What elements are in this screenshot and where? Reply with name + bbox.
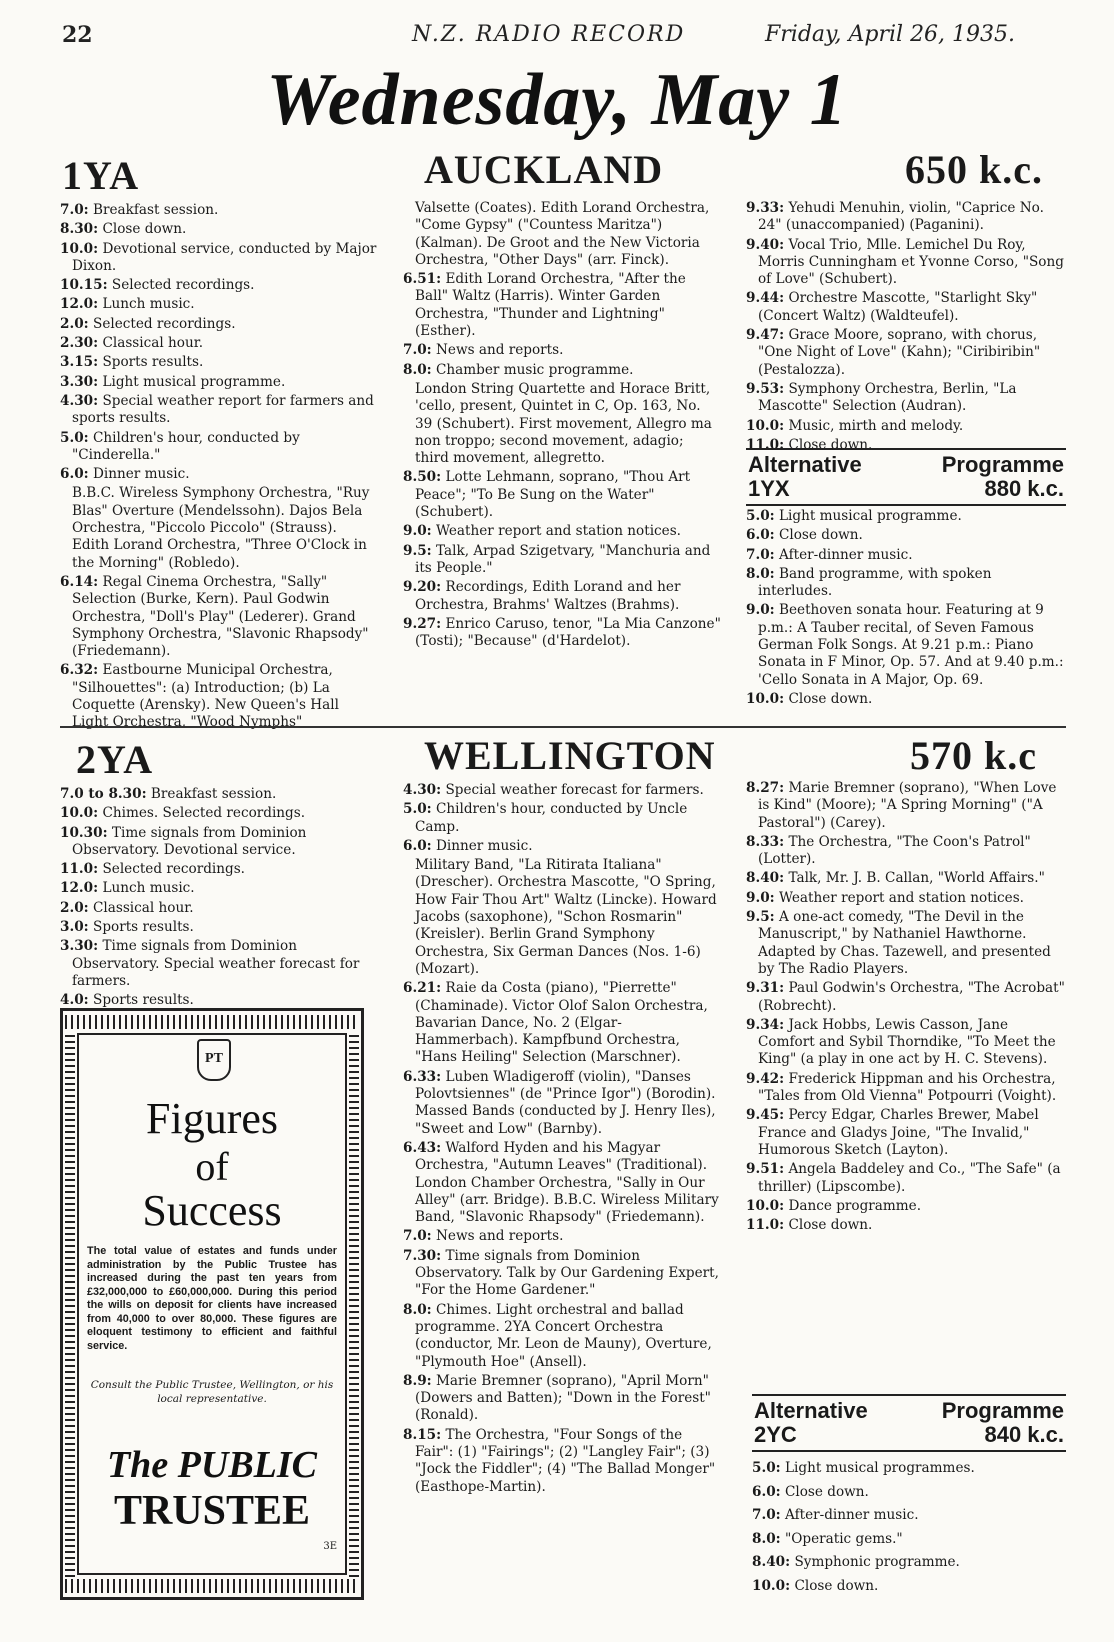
entry-text: Time signals from Dominion Observatory. Special weather forecast for farmers.	[72, 938, 360, 989]
entry-text: Band programme, with spoken interludes.	[758, 565, 992, 600]
programme-entry	[403, 838, 721, 855]
entry-text: Dance programme.	[788, 1197, 922, 1214]
entry-time: 8.0:	[403, 1301, 432, 1318]
programme-entry	[752, 1482, 1066, 1504]
entry-text: Children's hour, conducted by Uncle Camp.	[415, 801, 688, 835]
programme-entry	[60, 805, 378, 822]
programme-entry	[60, 430, 378, 465]
entry-text: Close down.	[788, 436, 873, 453]
programme-entry	[746, 1198, 1066, 1215]
entry-time: 8.0:	[752, 1530, 781, 1547]
city-auckland: AUCKLAND	[424, 147, 664, 192]
programme-entry	[746, 290, 1066, 325]
programme-entry	[60, 393, 378, 428]
entry-text: Special weather forecast for farmers.	[445, 782, 704, 798]
entry-time: 6.33:	[403, 1068, 442, 1085]
entry-time: 12.0:	[60, 296, 99, 313]
alt-programme-2yc	[752, 1394, 1066, 1452]
alt-label: Alternative	[748, 452, 862, 477]
ad-border-bottom	[65, 1579, 359, 1593]
entry-text: After-dinner music.	[779, 546, 913, 563]
entry-time: 7.0 to 8.30:	[60, 786, 147, 802]
entry-text: Yehudi Menuhin, violin, "Caprice No. 24" (unaccompanied) (Paganini).	[758, 200, 1044, 234]
entry-text: Orchestre Mascotte, "Starlight Sky" (Concert Waltz) (Waldteufel).	[758, 290, 1038, 324]
entry-text: Sports results.	[93, 992, 194, 1009]
programme-entry	[403, 362, 721, 379]
entry-time: 12.0:	[60, 880, 99, 897]
ad-code: 3E	[323, 1541, 337, 1552]
entry-time: 6.0:	[752, 1483, 781, 1500]
entry-text: Chimes. Selected recordings.	[102, 805, 306, 822]
programme-entry	[403, 1069, 721, 1138]
entry-time: 8.27:	[746, 780, 785, 796]
entry-time: 4.30:	[60, 392, 99, 409]
entry-text: Chamber music programme.	[436, 361, 634, 378]
issue-date: Friday, April 26, 1935.	[765, 22, 1016, 47]
alt-prog: Programme	[941, 1398, 1064, 1423]
entry-text: B.B.C. Wireless Symphony Orchestra, "Ruy Blas" Overture (Mendelssohn). Dajos Bela Orchestra, "Piccolo Piccolo" (Strauss). Edith Lorand Orchestra, "Three O'Clock in the Morning" (Robledo).	[72, 485, 370, 571]
ad-border-top	[65, 1015, 359, 1029]
entry-time: 7.0:	[403, 1228, 432, 1245]
alt-programme-1yx	[746, 448, 1066, 506]
ad-heading-success: Success	[142, 1186, 282, 1235]
programme-entry	[60, 221, 378, 238]
entry-time: 5.0:	[746, 508, 775, 524]
entry-time: 7.0:	[60, 202, 89, 218]
entry-time: 7.0:	[403, 342, 432, 359]
entry-text: Enrico Caruso, tenor, "La Mia Canzone" (Tosti); "Because" (d'Hardelot).	[415, 615, 721, 650]
programme-entry	[746, 602, 1066, 688]
entry-time: 7.30:	[403, 1247, 442, 1264]
entry-time: 4.30:	[403, 782, 442, 798]
programme-entry	[60, 374, 378, 391]
public-trustee-advert	[60, 1008, 364, 1600]
entry-text: Angela Baddeley and Co., "The Safe" (a thriller) (Lipscombe).	[758, 1161, 1061, 1195]
programme-entry	[403, 782, 721, 799]
entry-time: 7.0:	[746, 546, 775, 563]
entry-time: 6.21:	[403, 980, 442, 997]
programme-entry	[403, 523, 721, 540]
entry-text: Military Band, "La Ritirata Italiana" (Drescher). Orchestra Mascotte, "O Spring, How Fair Thou Art" Waltz (Lincke). Howard Jacobs (saxophone), "Schon Rosmarin" (Kreisler). Berlin Grand Symphony Orchestra, Six German Dances (Nos. 1-6) (Mozart).	[415, 857, 717, 977]
programme-entry	[403, 801, 721, 836]
entry-time: 8.0:	[403, 361, 432, 378]
programme-entry	[746, 381, 1066, 416]
auckland-column-3	[746, 200, 1066, 456]
entry-text: Selected recordings.	[102, 861, 246, 878]
entry-text: Light musical programme.	[779, 508, 962, 524]
programme-entry	[60, 316, 378, 333]
programme-entry	[403, 342, 721, 359]
entry-time: 6.51:	[403, 271, 442, 288]
entry-text: Talk, Arpad Szigetvary, "Manchuria and its People."	[415, 542, 711, 576]
programme-entry	[746, 890, 1066, 907]
programme-entry	[746, 834, 1066, 869]
entry-text: Edith Lorand Orchestra, "After the Ball" Waltz (Harris). Winter Garden Orchestra, "Thunder and Lightning" (Esther).	[415, 271, 686, 340]
entry-text: Talk, Mr. J. B. Callan, "World Affairs."	[788, 870, 1045, 887]
entry-time: 6.43:	[403, 1139, 442, 1156]
entry-time: 10.30:	[60, 824, 108, 841]
ad-heading-of: of	[195, 1144, 229, 1189]
programme-entry	[746, 980, 1066, 1015]
entry-time: 9.45:	[746, 1107, 785, 1124]
programme-entry	[60, 662, 378, 731]
programme-entry	[746, 200, 1066, 235]
programme-entry	[403, 1427, 721, 1496]
entry-time: 9.5:	[746, 909, 775, 926]
entry-text: Devotional service, conducted by Major Dixon.	[72, 240, 377, 274]
programme-entry	[746, 418, 1066, 435]
programme-entry	[746, 566, 1066, 601]
entry-text: The Orchestra, "Four Songs of the Fair": (1) "Fairings"; (2) "Langley Fair"; (3) "Jock the Fiddler"; (4) "The Ballad Monger" (Easthope-Martin).	[415, 1426, 716, 1495]
entry-text: Jack Hobbs, Lewis Casson, Jane Comfort and Sybil Thorndike, "To Meet the King" (a play in one act by H. C. Stevens).	[758, 1016, 1056, 1068]
entry-time: 9.34:	[746, 1016, 785, 1033]
programme-entry	[403, 980, 721, 1066]
section-divider	[60, 726, 1066, 728]
entry-time: 3.30:	[60, 938, 99, 955]
programme-entry	[60, 919, 378, 936]
programme-entry	[60, 202, 378, 219]
entry-text: Light musical programmes.	[785, 1460, 975, 1476]
entry-text: Luben Wladigeroff (violin), "Danses Polovtsiennes" (de "Prince Igor") (Borodin). Massed Bands (conducted by J. Henry Iles), "Sweet and Low" (Barnby).	[415, 1068, 716, 1137]
ad-consult-text: Consult the Public Trustee, Wellington, or his local representative.	[90, 1379, 334, 1405]
entry-text: Music, mirth and melody.	[788, 417, 964, 434]
programme-entry	[60, 900, 378, 917]
entry-time: 6.0:	[403, 837, 432, 854]
programme-entry	[746, 691, 1066, 708]
entry-time: 10.0:	[746, 690, 785, 707]
entry-time: 3.0:	[60, 919, 89, 936]
entry-time: 9.31:	[746, 980, 785, 997]
programme-entry	[60, 574, 378, 660]
entry-time: 3.30:	[60, 373, 99, 390]
entry-text: Close down.	[788, 690, 873, 707]
entry-time: 6.32:	[60, 662, 99, 679]
programme-entry	[752, 1552, 1066, 1574]
entry-text: Symphonic programme.	[794, 1554, 960, 1570]
public-trustee-logo-icon: PT	[197, 1039, 231, 1081]
entry-time: 8.50:	[403, 469, 442, 486]
entry-time: 9.0:	[746, 602, 775, 619]
entry-text: "Operatic gems."	[785, 1530, 903, 1547]
entry-text: Raie da Costa (piano), "Pierrette" (Chaminade). Victor Olof Salon Orchestra, Bavarian Dance, No. 2 (Elgar-Hammerbach). Kampfbund Orchestra, "Hans Heiling" Selection (Marschner).	[415, 980, 708, 1066]
programme-entry	[752, 1529, 1066, 1551]
programme-entry	[60, 938, 378, 990]
alt-prog: Programme	[941, 452, 1064, 477]
entry-time: 8.0:	[746, 565, 775, 582]
entry-time: 2.30:	[60, 335, 99, 352]
programme-entry	[746, 508, 1066, 525]
programme-entry	[403, 200, 721, 269]
entry-time: 11.0:	[746, 436, 785, 453]
entry-time: 8.40:	[752, 1554, 791, 1570]
wellington-column-1	[60, 786, 378, 1012]
entry-time: 9.20:	[403, 579, 442, 596]
alt-call: 2YC	[754, 1422, 797, 1447]
entry-time: 10.15:	[60, 277, 108, 294]
ad-heading-figures: Figures	[146, 1094, 278, 1143]
entry-text: Close down.	[779, 527, 863, 544]
entry-time: 10.0:	[746, 1197, 785, 1214]
entry-text: Close down.	[102, 221, 187, 238]
freq-570: 570 k.c	[910, 733, 1037, 778]
alt-call: 1YX	[748, 476, 790, 501]
entry-time: 10.0:	[746, 417, 785, 434]
auckland-column-2	[403, 200, 721, 652]
entry-time: 8.30:	[60, 221, 99, 238]
programme-entry	[746, 870, 1066, 887]
programme-entry	[752, 1576, 1066, 1598]
entry-text: Weather report and station notices.	[779, 889, 1025, 906]
entry-text: Vocal Trio, Mlle. Lemichel Du Roy, Morris Cunningham et Yvonne Corso, "Song of Love" (Schubert).	[758, 236, 1064, 288]
wellington-column-3	[746, 780, 1066, 1236]
programme-entry	[403, 1248, 721, 1300]
entry-text: Lotte Lehmann, soprano, "Thou Art Peace"; "To Be Sung on the Water" (Schubert).	[415, 469, 691, 521]
entry-time: 2.0:	[60, 315, 89, 332]
programme-entry	[746, 780, 1066, 832]
entry-text: Close down.	[794, 1577, 879, 1594]
programme-entry	[60, 466, 378, 483]
programme-entry	[746, 527, 1066, 544]
ad-frame	[77, 1033, 347, 1575]
alt-1yx-list	[746, 508, 1066, 710]
entry-text: Chimes. Light orchestral and ballad programme. 2YA Concert Orchestra (conductor, Mr. Leon de Mauny), Overture, "Plymouth Hoe" (Ansell).	[415, 1301, 712, 1370]
entry-text: Beethoven sonata hour. Featuring at 9 p.m.: A Tauber recital, of Seven Famous German Folk Songs. At 9.21 p.m.: Piano Sonata in F Minor, Op. 57. And at 9.40 p.m.: 'Cello Sonata in A Major, Op. 69.	[758, 602, 1064, 688]
ad-body-text: The total value of estates and funds under administration by the Public Trustee has increased during the past ten years from £32,000,000 to £60,000,000. During this period the wills on deposit for clients have increased from 40,000 to over 80,000. These figures are eloquent testimony to efficient and faithful service.	[87, 1245, 337, 1352]
alt-2yc-list	[752, 1458, 1066, 1599]
programme-entry	[403, 1228, 721, 1245]
entry-time: 3.15:	[60, 354, 99, 371]
programme-entry	[60, 880, 378, 897]
entry-time: 5.0:	[60, 429, 89, 446]
entry-text: Percy Edgar, Charles Brewer, Mabel France and Gladys Joine, "The Invalid," Humorous Sketch (Layton).	[758, 1107, 1039, 1158]
programme-entry	[746, 1107, 1066, 1159]
entry-text: Time signals from Dominion Observatory. Devotional service.	[72, 824, 307, 858]
ad-border-left	[65, 1031, 75, 1577]
entry-text: Walford Hyden and his Magyar Orchestra, "Autumn Leaves" (Traditional). London Chamber Orchestra, "Sally in Our Alley" (arr. Bridge). B.B.C. Wireless Military Band, "Slavonic Rhapsody" (Friedemann).	[415, 1139, 719, 1226]
programme-entry	[403, 579, 721, 614]
programme-entry	[746, 1161, 1066, 1196]
entry-text: Dinner music.	[93, 466, 190, 483]
entry-time: 5.0:	[752, 1460, 781, 1476]
entry-text: Sports results.	[93, 919, 194, 936]
programme-entry	[60, 485, 378, 571]
entry-text: Frederick Hippman and his Orchestra, "Tales from Old Vienna" Potpourri (Voight).	[758, 1070, 1057, 1105]
entry-text: Dinner music.	[436, 837, 533, 854]
entry-text: Light musical programme.	[102, 373, 286, 390]
entry-time: 10.0:	[752, 1577, 791, 1594]
entry-time: 9.0:	[746, 889, 775, 906]
entry-text: News and reports.	[436, 1228, 564, 1245]
entry-text: News and reports.	[436, 342, 564, 359]
entry-time: 9.44:	[746, 290, 785, 307]
entry-time: 9.33:	[746, 200, 785, 216]
entry-text: Close down.	[788, 1217, 873, 1234]
entry-text: Classical hour.	[102, 335, 204, 352]
entry-text: The Orchestra, "The Coon's Patrol" (Lotter).	[758, 833, 1031, 868]
entry-time: 8.15:	[403, 1426, 442, 1443]
entry-text: Breakfast session.	[150, 786, 277, 802]
entry-time: 9.53:	[746, 380, 785, 397]
entry-text: Recordings, Edith Lorand and her Orchestra, Brahms' Waltzes (Brahms).	[415, 579, 681, 613]
wellington-column-2	[403, 782, 721, 1498]
programme-entry	[403, 1140, 721, 1226]
entry-text: Lunch music.	[102, 880, 195, 897]
station-call-2ya: 2YA	[76, 737, 154, 782]
entry-time: 10.0:	[60, 805, 99, 822]
programme-entry	[746, 1217, 1066, 1234]
programme-entry	[60, 861, 378, 878]
ad-brand-public: The PUBLIC	[106, 1444, 318, 1486]
entry-time: 6.14:	[60, 573, 99, 590]
entry-time: 11.0:	[746, 1217, 785, 1234]
programme-entry	[752, 1458, 1066, 1480]
alt-label: Alternative	[754, 1398, 868, 1423]
entry-time: 6.0:	[60, 466, 89, 483]
ad-border-right	[349, 1031, 359, 1577]
entry-time: 6.0:	[746, 527, 775, 544]
entry-text: Weather report and station notices.	[436, 523, 682, 540]
entry-text: Selected recordings.	[93, 315, 236, 332]
page-title: Wednesday, May 1	[266, 59, 848, 141]
programme-entry	[746, 1071, 1066, 1106]
entry-text: A one-act comedy, "The Devil in the Manuscript," by Nathaniel Hawthorne. Adapted by Chas. Tazewell, and presented by The Radio Players.	[758, 909, 1051, 977]
entry-text: Children's hour, conducted by "Cinderella."	[72, 429, 300, 463]
programme-entry	[403, 1373, 721, 1425]
entry-text: Regal Cinema Orchestra, "Sally" Selection (Burke, Kern). Paul Godwin Orchestra, "Doll's Play" (Lederer). Grand Symphony Orchestra, "Slavonic Rhapsody" (Friedemann).	[72, 573, 369, 660]
entry-text: Close down.	[785, 1483, 869, 1500]
entry-time: 9.0:	[403, 523, 432, 540]
programme-entry	[746, 1017, 1066, 1069]
programme-entry	[403, 616, 721, 651]
entry-time: 8.40:	[746, 870, 785, 887]
programme-entry	[60, 335, 378, 352]
entry-time: 9.40:	[746, 236, 785, 253]
freq-650: 650 k.c.	[905, 147, 1043, 192]
entry-text: Grace Moore, soprano, with chorus, "One Night of Love" (Kahn); "Ciribiribin" (Pestalozza).	[758, 327, 1041, 378]
entry-text: Selected recordings.	[111, 277, 255, 294]
city-wellington: WELLINGTON	[424, 733, 716, 778]
programme-entry	[752, 1505, 1066, 1527]
entry-text: Sports results.	[102, 354, 204, 371]
programme-entry	[746, 547, 1066, 564]
publication-name: N.Z. RADIO RECORD	[412, 22, 686, 47]
entry-time: 10.0:	[60, 240, 99, 257]
alt-freq: 880 k.c.	[984, 476, 1064, 501]
programme-entry	[60, 786, 378, 803]
entry-text: Special weather report for farmers and sports results.	[72, 392, 374, 427]
entry-text: Marie Bremner (soprano), "April Morn" (Dowers and Batten); "Down in the Forest" (Ronald).	[415, 1372, 711, 1424]
programme-entry	[746, 327, 1066, 379]
entry-text: Paul Godwin's Orchestra, "The Acrobat" (Robrecht).	[758, 980, 1065, 1014]
page-number: 22	[62, 22, 93, 48]
entry-time: 9.51:	[746, 1161, 785, 1178]
entry-text: After-dinner music.	[785, 1507, 919, 1523]
entry-text: Eastbourne Municipal Orchestra, "Silhouettes": (a) Introduction; (b) La Coquette (Arensky). New Queen's Hall Light Orchestra, "Wood Nymphs"	[72, 662, 339, 731]
programme-entry	[60, 992, 378, 1009]
entry-time: 2.0:	[60, 899, 89, 916]
entry-text: Classical hour.	[93, 899, 194, 916]
programme-entry	[60, 277, 378, 294]
entry-text: Marie Bremner (soprano), "When Love is Kind" (Moore); "A Spring Morning" ("A Pastoral") (Carey).	[758, 780, 1057, 831]
programme-entry	[403, 1302, 721, 1371]
entry-text: Symphony Orchestra, Berlin, "La Mascotte" Selection (Audran).	[758, 380, 1017, 415]
entry-time: 9.5:	[403, 542, 432, 559]
entry-time: 7.0:	[752, 1507, 781, 1523]
entry-time: 9.47:	[746, 327, 785, 344]
alt-freq: 840 k.c.	[984, 1422, 1064, 1447]
entry-text: Breakfast session.	[93, 202, 219, 218]
programme-entry	[403, 543, 721, 578]
entry-time: 5.0:	[403, 801, 432, 818]
programme-entry	[746, 909, 1066, 978]
entry-time: 11.0:	[60, 861, 99, 878]
programme-entry	[60, 296, 378, 313]
station-call-1ya: 1YA	[62, 153, 140, 198]
auckland-column-1	[60, 202, 378, 734]
programme-entry	[403, 469, 721, 521]
programme-entry	[60, 241, 378, 276]
programme-entry	[746, 237, 1066, 289]
entry-time: 8.9:	[403, 1372, 432, 1389]
entry-time: 4.0:	[60, 992, 89, 1009]
programme-entry	[60, 354, 378, 371]
programme-entry	[60, 825, 378, 860]
ad-brand-trustee: TRUSTEE	[113, 1488, 311, 1534]
entry-time: 9.42:	[746, 1070, 785, 1087]
entry-time: 9.27:	[403, 615, 442, 632]
entry-text: London String Quartette and Horace Britt, 'cello, present, Quintet in C, Op. 163, No. 39 (Schubert). First movement, Allegro ma non troppo; second movement, adagio; third movement, allegretto.	[415, 380, 712, 467]
entry-text: Valsette (Coates). Edith Lorand Orchestra, "Come Gypsy" ("Countess Maritza") (Kalman). De Groot and the New Victoria Orchestra, "Other Days" (arr. Finck).	[415, 200, 710, 268]
entry-time: 8.33:	[746, 833, 785, 850]
entry-text: Lunch music.	[102, 296, 195, 313]
programme-entry	[403, 271, 721, 340]
programme-entry	[403, 857, 721, 978]
programme-entry	[403, 381, 721, 467]
entry-text: Time signals from Dominion Observatory. Talk by Our Gardening Expert, "For the Home Gardener."	[415, 1247, 719, 1299]
